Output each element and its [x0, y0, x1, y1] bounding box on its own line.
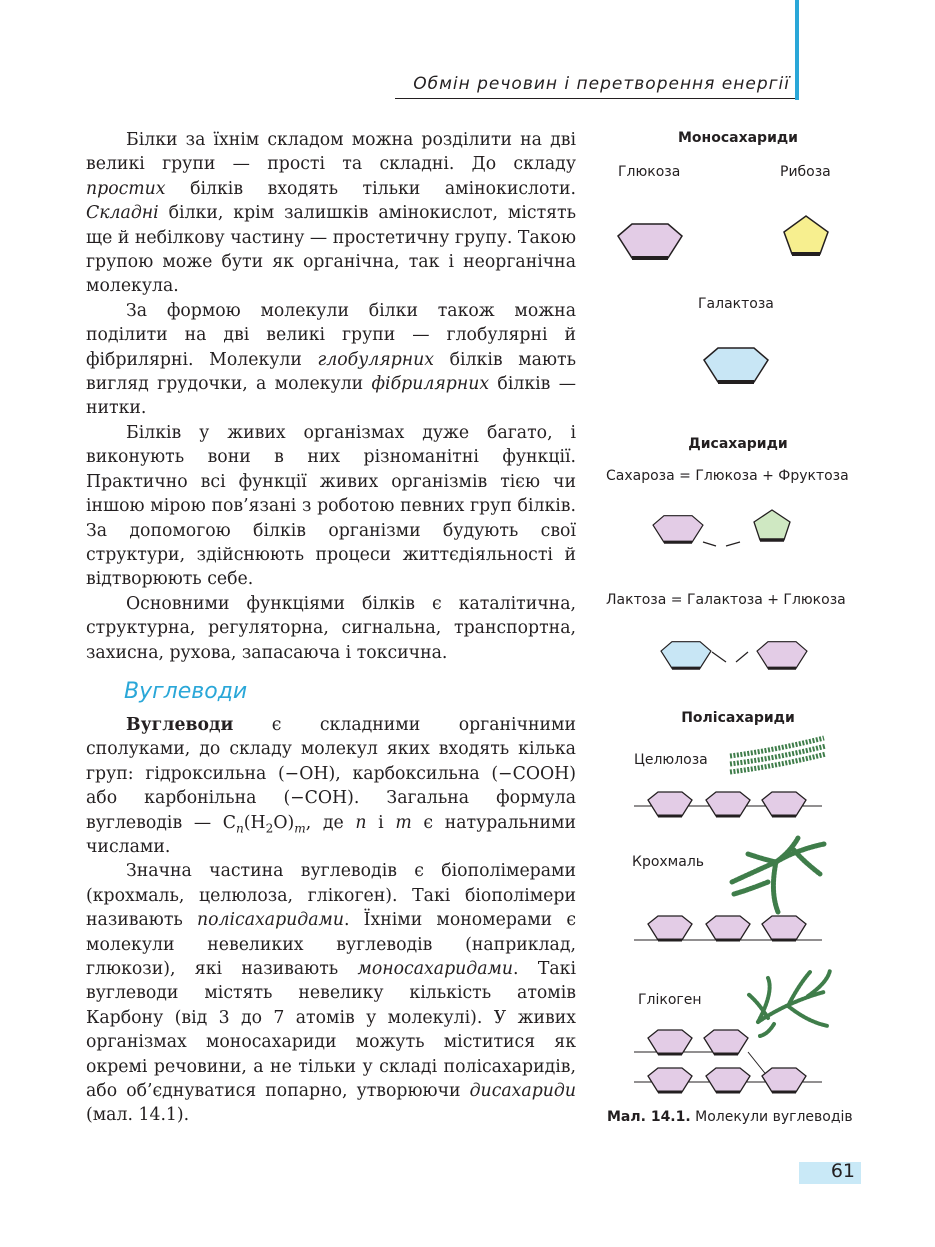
figure-caption: Мал. 14.1. Молекули вуглеводів: [607, 1109, 853, 1125]
sucrose-structure: [653, 510, 790, 546]
starch-branch-icon: [732, 838, 824, 912]
glycogen-chain: [634, 1030, 822, 1092]
paragraph-protein-shape: За формою молекули білки також можна поділити на дві великі групи — глобулярні й фібрилярні. Молекули глобулярних білків мають вигляд грудочки, а молекули фібрилярних білків — нитки.: [86, 300, 576, 419]
label-glucose: Глюкоза: [618, 164, 681, 180]
molecule-diagrams: [598, 122, 878, 1112]
paragraph-carbohydrates-definition: Вуглеводи є складними органічними сполуками, до складу молекул яких входять кілька груп: гідроксильна (−OH), карбоксильна (−COOH) або карбонільна (−COH). Загальна формула вуглеводів — $C_n(H_2O)_m$, де n і m є натуральними числами.: [86, 714, 576, 857]
label-starch: Крохмаль: [632, 854, 705, 870]
label-lactose-equation: Лактоза = Галактоза + Глюкоза: [606, 592, 846, 608]
paragraph-protein-composition: Білки за їхнім складом можна розділити на дві великі групи — прості та складні. До складу простих білків входять тільки амінокислоти. Складні білки, крім залишків амінокислот, містять ще й небілкову частину — простетичну групу. Такою групою може бути як органічна, так і неорганічна молекула.: [86, 130, 576, 297]
paragraph-protein-function-list: Основними функціями білків є каталітична, структурна, регуляторна, сигнальна, транспортна, захисна, рухова, запасаюча і токсична.: [86, 593, 576, 663]
glucose-structure: [618, 224, 682, 258]
glycogen-branch-icon: [748, 970, 830, 1036]
section-title-carbohydrates: Вуглеводи: [124, 678, 248, 704]
running-title: Обмін речовин і перетворення енергії: [413, 74, 790, 94]
ribose-structure: [784, 216, 828, 254]
paragraph-protein-functions: Білків у живих організмах дуже багато, і виконують вони в них різноманітні функції. Практично всі функції живих організмів тією чи іншою мірою пов’язані з роботою певних груп білків. За допомогою білків організми будують свої структури, здійснюють процеси життєдіяльності й відтворюють себе.: [86, 422, 576, 590]
header-accent-bar: [795, 0, 799, 100]
paragraph-biopolymers: Значна частина вуглеводів є біополімерами (крохмаль, целюлоза, глікоген). Такі біополімери називають полісахаридами. Їхніми мономерами є молекули невеликих вуглеводів (наприклад, глюкози), які називають моносахаридами. Такі вуглеводи містять невелику кількість атомів Карбону (від 3 до 7 атомів у молекулі). У живих організмах моносахариди можуть міститися як окремі речовини, а не тільки у складі полісахаридів, або об’єднуватися попарно, утворюючи дисахариди (мал. 14.1).: [86, 861, 576, 1126]
label-ribose: Рибоза: [780, 164, 831, 180]
cellulose-fiber-icon: [730, 738, 826, 772]
cellulose-chain: [634, 792, 822, 816]
header-rule: [395, 98, 795, 99]
lactose-structure: [661, 642, 807, 669]
heading-monosaccharides: Моносахариди: [677, 130, 798, 146]
label-cellulose: Целюлоза: [634, 752, 708, 768]
main-text-column: [86, 128, 576, 1128]
label-galactose: Галактоза: [698, 296, 774, 312]
starch-chain: [634, 916, 822, 940]
heading-disaccharides: Дисахариди: [688, 436, 788, 452]
galactose-structure: [704, 348, 768, 382]
label-glycogen: Глікоген: [638, 992, 702, 1008]
page-number: 61: [830, 1160, 855, 1182]
heading-polysaccharides: Полісахариди: [681, 710, 795, 726]
label-sucrose-equation: Сахароза = Глюкоза + Фруктоза: [606, 468, 849, 484]
